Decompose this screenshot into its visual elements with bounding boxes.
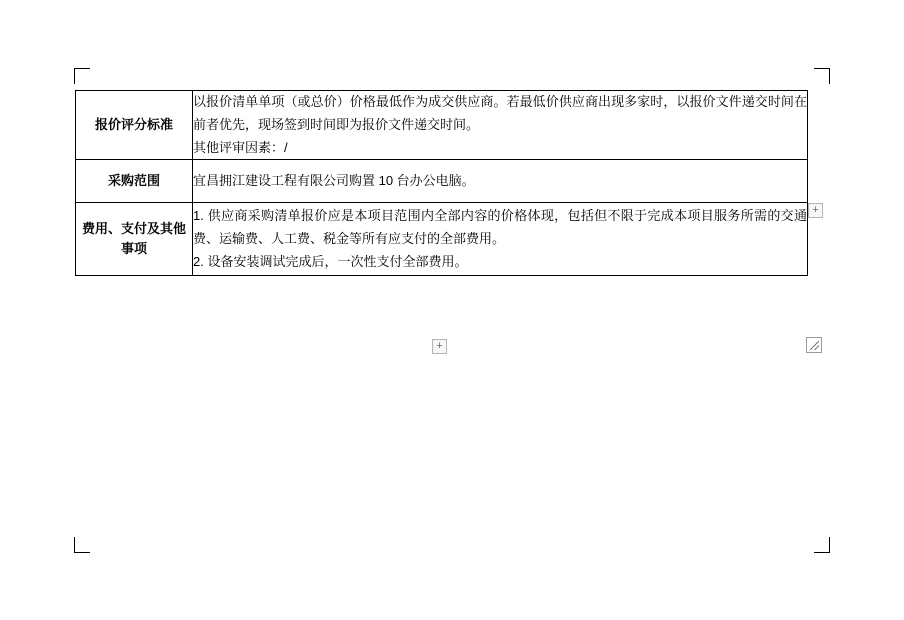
row-content-scoring-criteria[interactable] <box>193 91 808 160</box>
row-content-procurement-scope[interactable] <box>193 160 808 203</box>
table-resize-grip[interactable] <box>806 337 822 353</box>
crop-mark-bottom-left <box>74 537 90 553</box>
paragraph: 其他评审因素：/ <box>193 139 288 155</box>
paragraph: 以报价清单单项（或总价）价格最低作为成交供应商。若最低价供应商出现多家时，以报价文件递交时间在前者优先，现场签到时间即为报价文件递交时间。 <box>193 94 807 132</box>
paragraph: 2. 设备安装调试完成后，一次性支付全部费用。 <box>193 253 468 269</box>
row-label-scoring-criteria: 报价评分标准 <box>76 91 193 160</box>
crop-mark-top-right <box>814 68 830 84</box>
row-content-fees-payment[interactable] <box>193 203 808 276</box>
table-row <box>76 160 808 203</box>
table-row <box>76 203 808 276</box>
paragraph: 1. 供应商采购清单报价应是本项目范围内全部内容的价格体现，包括但不限于完成本项目服务所需的交通费、运输费、人工费、税金等所有应支付的全部费用。 <box>193 208 807 246</box>
row-label-fees-payment: 费用、支付及其他事项 <box>76 203 193 276</box>
paragraph: 宜昌拥江建设工程有限公司购置 10 台办公电脑。 <box>193 172 475 188</box>
procurement-table <box>75 90 808 276</box>
table-row <box>76 91 808 160</box>
crop-mark-top-left <box>74 68 90 84</box>
row-label-procurement-scope: 采购范围 <box>76 160 193 203</box>
add-column-button[interactable]: + <box>808 203 823 218</box>
crop-mark-bottom-right <box>814 537 830 553</box>
add-row-button[interactable]: + <box>432 339 447 354</box>
